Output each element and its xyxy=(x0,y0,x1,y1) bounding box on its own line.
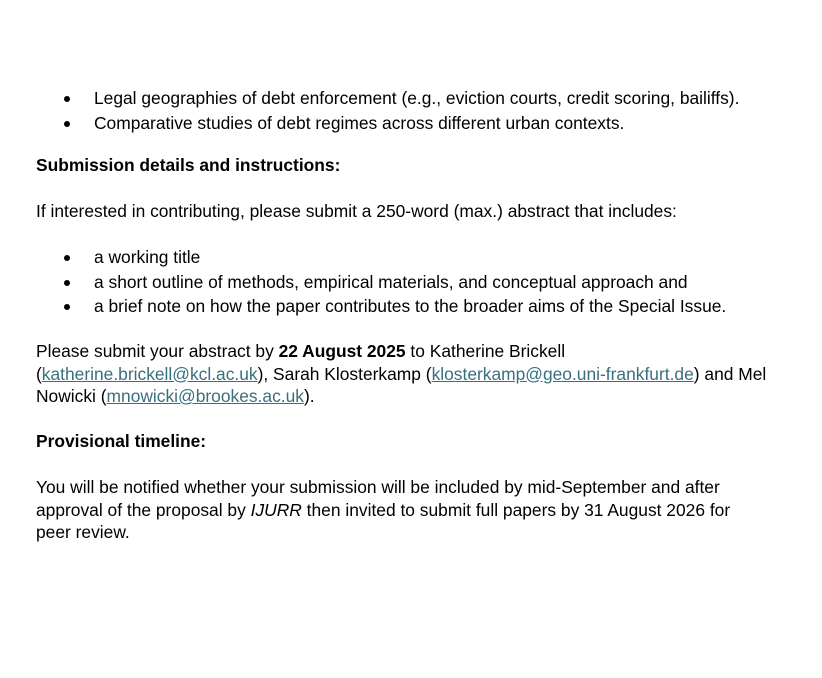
timeline-text: You will be notified whether your submission will be included by mid-September and after approval of the proposal by xyxy=(36,477,720,520)
list-item xyxy=(36,112,806,137)
list-item-text: Legal geographies of debt enforcement (e.g., eviction courts, credit scoring, bailiffs). xyxy=(94,88,740,108)
list-item xyxy=(36,87,806,112)
email-link-nowicki[interactable]: mnowicki@brookes.ac.uk xyxy=(106,386,304,406)
email-link-klosterkamp[interactable]: klosterkamp@geo.uni-frankfurt.de xyxy=(431,363,694,384)
journal-name: IJURR xyxy=(250,499,302,520)
bullet-dot-icon xyxy=(64,121,70,127)
list-item-text: a brief note on how the paper contributes to the broader aims of the Special Issue. xyxy=(94,296,727,316)
submission-heading: Submission details and instructions: xyxy=(36,155,341,175)
submission-intro: If interested in contributing, please submit a 250-word (max.) abstract that includes: xyxy=(36,201,677,221)
list-item xyxy=(36,271,806,296)
bullet-dot-icon xyxy=(64,280,70,286)
scope-bullet-list xyxy=(36,87,806,136)
timeline-text: then invited to submit full papers by 31 August 2026 for peer review. xyxy=(36,499,731,542)
contact-text: ) and Mel Nowicki ( xyxy=(36,363,767,406)
deadline-date: 22 August 2025 xyxy=(278,341,406,361)
list-item-text: Comparative studies of debt regimes across different urban contexts. xyxy=(94,112,625,133)
contact-lead: Please submit your abstract by xyxy=(36,341,279,361)
list-item-text: a working title xyxy=(94,247,201,267)
bullet-dot-icon xyxy=(64,96,70,102)
email-link-brickell[interactable]: katherine.brickell@kcl.ac.uk xyxy=(41,363,258,384)
contact-text: ). xyxy=(303,386,315,406)
list-item xyxy=(36,295,806,320)
requirements-bullet-list xyxy=(36,246,806,320)
bullet-dot-icon xyxy=(64,255,70,261)
bullet-dot-icon xyxy=(64,304,70,310)
timeline-heading: Provisional timeline: xyxy=(36,431,207,451)
contact-text: ), Sarah Klosterkamp ( xyxy=(257,363,432,384)
contact-text: to Katherine Brickell ( xyxy=(36,341,566,384)
list-item-text: a short outline of methods, empirical materials, and conceptual approach and xyxy=(94,271,688,292)
timeline-paragraph xyxy=(36,476,766,544)
contact-paragraph xyxy=(36,340,776,408)
list-item xyxy=(36,246,806,271)
